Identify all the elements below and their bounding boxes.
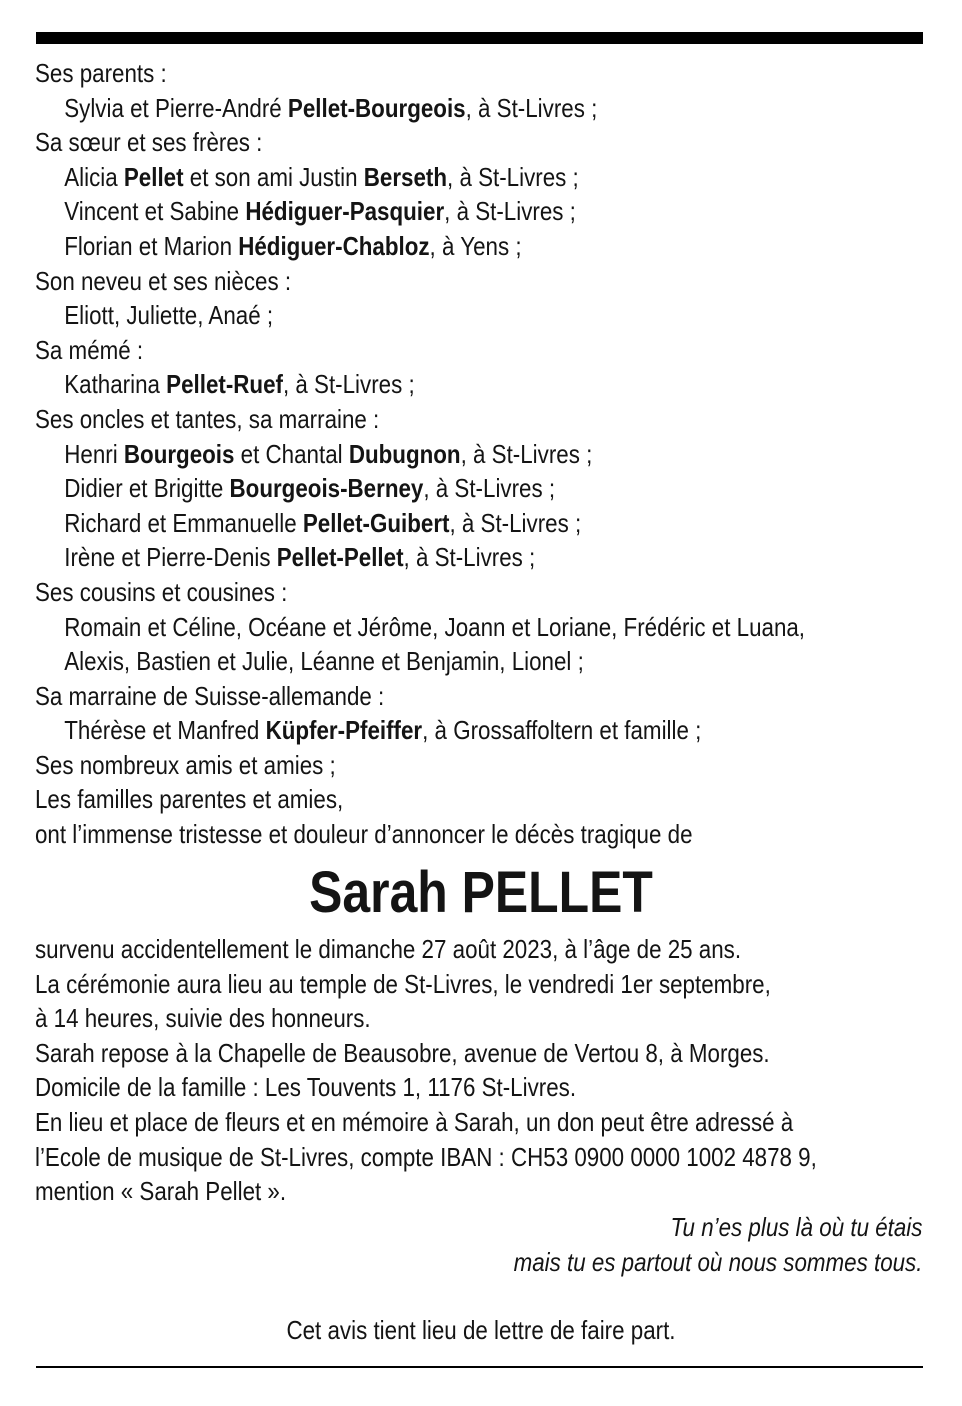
- text-fragment: , à St-Livres ;: [423, 473, 556, 504]
- family-member-line: [35, 229, 800, 264]
- text-fragment: Vincent et Sabine: [64, 196, 246, 227]
- detail-line: Sarah repose à la Chapelle de Beausobre, avenue de Vertou 8, à Morges.: [35, 1037, 770, 1068]
- text-fragment: , à St-Livres ;: [282, 369, 415, 400]
- text-fragment: Irène et Pierre-Denis: [64, 542, 277, 573]
- text-fragment: , à St-Livres ;: [444, 196, 576, 227]
- relation-heading: [35, 782, 800, 817]
- family-surname: Pellet-Ruef: [166, 369, 283, 400]
- announcement-details: [35, 932, 925, 1209]
- text-fragment: Alicia: [64, 161, 124, 192]
- text-fragment: , à St-Livres ;: [465, 92, 598, 123]
- relation-heading: [35, 125, 800, 160]
- family-member-line: [35, 644, 800, 679]
- text-fragment: , à St-Livres ;: [447, 161, 579, 192]
- family-member-line: [35, 610, 806, 645]
- text-fragment: Ses cousins et cousines :: [35, 576, 288, 607]
- relation-heading: [35, 333, 800, 368]
- text-fragment: , à Grossaffoltern et famille ;: [422, 715, 702, 746]
- family-member-line: [35, 471, 800, 506]
- text-fragment: Alexis, Bastien et Julie, Léanne et Benjamin, Lionel ;: [64, 646, 584, 677]
- text-fragment: Sa marraine de Suisse-allemande :: [35, 680, 385, 711]
- deceased-name: Sarah PELLET: [309, 860, 653, 925]
- text-fragment: Sa mémé :: [35, 334, 144, 365]
- family-member-line: [35, 367, 800, 402]
- closing-note: Cet avis tient lieu de lettre de faire part.: [286, 1315, 676, 1345]
- text-fragment: et son ami Justin: [183, 161, 364, 192]
- relation-heading: [35, 56, 800, 91]
- relation-heading: [35, 264, 800, 299]
- text-fragment: Ses parents :: [35, 58, 167, 88]
- text-fragment: Ses nombreux amis et amies ;: [35, 749, 336, 780]
- text-fragment: Eliott, Juliette, Anaé ;: [64, 300, 274, 331]
- detail-line: à 14 heures, suivie des honneurs.: [35, 1003, 371, 1034]
- family-surname: Pellet-Guibert: [302, 507, 450, 538]
- detail-line: En lieu et place de fleurs et en mémoire à Sarah, un don peut être adressé à: [35, 1106, 794, 1137]
- text-fragment: Son neveu et ses nièces :: [35, 265, 292, 296]
- relation-heading: [35, 748, 800, 783]
- relation-heading: [35, 575, 800, 610]
- relation-heading: [35, 402, 800, 437]
- text-fragment: Henri: [64, 438, 124, 469]
- family-member-line: [35, 540, 800, 575]
- family-surname: Küpfer-Pfeiffer: [265, 715, 423, 746]
- text-fragment: Katharina: [64, 369, 167, 400]
- text-fragment: , à St-Livres ;: [403, 542, 536, 573]
- text-fragment: et Chantal: [234, 438, 349, 469]
- family-surname: Pellet-Bourgeois: [287, 92, 466, 123]
- family-surname: Berseth: [363, 161, 448, 192]
- family-member-line: [35, 194, 800, 229]
- family-surname: Bourgeois-Berney: [229, 473, 424, 504]
- text-fragment: , à St-Livres ;: [460, 438, 593, 469]
- family-member-line: [35, 91, 800, 126]
- family-surname: Hédiguer-Pasquier: [245, 196, 445, 227]
- detail-line: mention « Sarah Pellet ».: [35, 1176, 287, 1207]
- text-fragment: Les familles parentes et amies,: [35, 784, 344, 815]
- text-fragment: Ses oncles et tantes, sa marraine :: [35, 403, 380, 434]
- quote: [447, 1210, 922, 1279]
- text-fragment: Romain et Céline, Océane et Jérôme, Joann et Loriane, Frédéric et Luana,: [64, 611, 806, 642]
- text-fragment: Didier et Brigitte: [64, 473, 230, 504]
- text-fragment: , à St-Livres ;: [449, 507, 582, 538]
- relation-heading: [35, 679, 800, 714]
- family-surname: Hédiguer-Chabloz: [238, 230, 430, 261]
- family-surname: Pellet-Pellet: [276, 542, 404, 573]
- text-fragment: Thérèse et Manfred: [64, 715, 266, 746]
- family-member-line: [35, 298, 800, 333]
- detail-line: survenu accidentellement le dimanche 27 août 2023, à l’âge de 25 ans.: [35, 934, 742, 964]
- text-fragment: Sylvia et Pierre-André: [64, 92, 288, 123]
- family-surname: Pellet: [123, 161, 184, 192]
- text-fragment: Sa sœur et ses frères :: [35, 127, 263, 158]
- detail-line: La cérémonie aura lieu au temple de St-Livres, le vendredi 1er septembre,: [35, 968, 771, 999]
- text-fragment: ont l’immense tristesse et douleur d’annoncer le décès tragique de: [35, 819, 693, 850]
- family-member-line: [35, 713, 800, 748]
- family-member-line: [35, 437, 800, 472]
- detail-line: Domicile de la famille : Les Touvents 1, 1176 St-Livres.: [35, 1072, 577, 1103]
- text-fragment: Florian et Marion: [64, 230, 239, 261]
- family-member-line: [35, 506, 800, 541]
- text-fragment: Richard et Emmanuelle: [64, 507, 303, 538]
- quote-line: Tu n’es plus là où tu étais: [670, 1212, 922, 1242]
- family-surname: Bourgeois: [123, 438, 235, 469]
- detail-line: l’Ecole de musique de St-Livres, compte IBAN : CH53 0900 0000 1002 4878 9,: [35, 1141, 817, 1172]
- relation-heading: [35, 817, 800, 852]
- family-list: [35, 56, 925, 852]
- quote-line: mais tu es partout où nous sommes tous.: [513, 1246, 922, 1277]
- family-member-line: [35, 160, 800, 195]
- top-rule: [36, 32, 923, 44]
- text-fragment: , à Yens ;: [429, 230, 522, 261]
- family-surname: Dubugnon: [348, 438, 461, 469]
- bottom-rule: [36, 1366, 923, 1368]
